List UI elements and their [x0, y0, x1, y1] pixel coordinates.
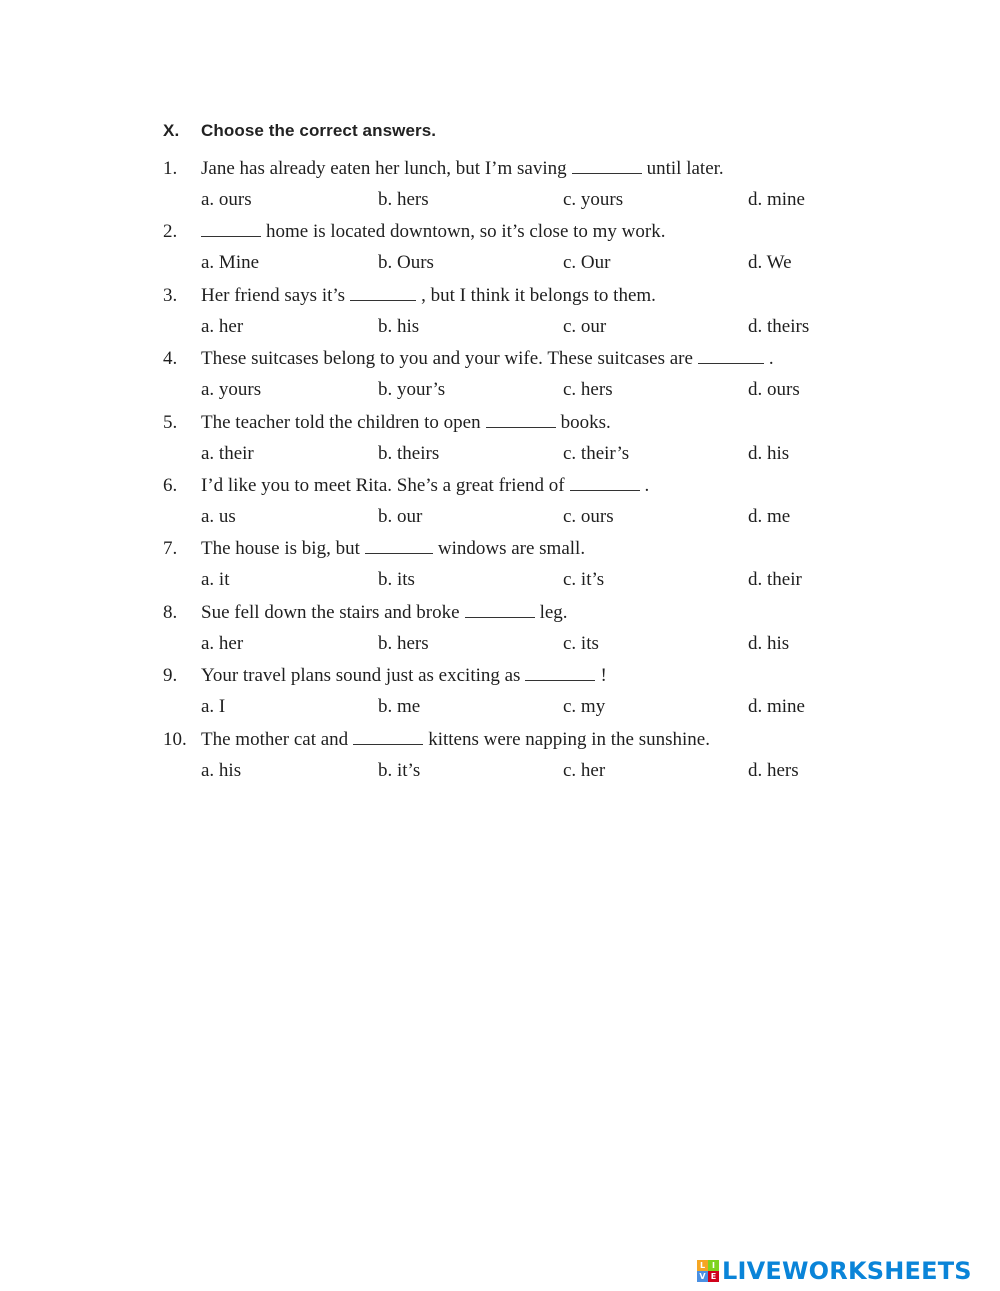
exercise-heading [163, 121, 436, 141]
answer-blank[interactable] [572, 159, 642, 174]
question-text-after-blank: ! [600, 665, 607, 687]
answer-option-b[interactable]: b. theirs [378, 442, 440, 464]
answer-option-d[interactable]: d. hers [748, 759, 799, 781]
logo-icon-tile: I [708, 1260, 719, 1271]
answer-blank[interactable] [525, 666, 595, 681]
answer-option-d[interactable]: d. his [748, 442, 790, 464]
answer-option-b[interactable]: b. your’s [378, 379, 446, 401]
answer-option-b[interactable]: b. Ours [378, 252, 434, 274]
logo-icon-tile: L [697, 1260, 708, 1271]
answer-option-d[interactable]: d. me [748, 506, 791, 527]
question-stem [201, 158, 724, 180]
question-number: 10. [163, 728, 187, 750]
answer-option-d[interactable]: d. ours [748, 379, 800, 401]
answer-option-a[interactable]: a. ours [201, 189, 252, 210]
question-text-before-blank: I’d like you to meet Rita. She’s a great friend of [201, 475, 565, 496]
question-number: 1. [163, 158, 178, 179]
question-number: 2. [163, 221, 178, 243]
question-stem [201, 665, 607, 687]
answer-option-d[interactable]: d. mine [748, 189, 805, 210]
answer-option-c[interactable]: c. its [563, 632, 599, 654]
question-number: 8. [163, 601, 178, 623]
answer-blank[interactable] [201, 222, 261, 237]
answer-option-a[interactable]: a. us [201, 506, 236, 527]
question-text-before-blank: Your travel plans sound just as exciting as [201, 665, 521, 687]
answer-blank[interactable] [365, 539, 433, 554]
logo-text: LIVEWORKSHEETS [722, 1257, 972, 1285]
question-number: 7. [163, 538, 178, 560]
question-text-after-blank: home is located downtown, so it’s close to my work. [266, 221, 666, 243]
logo-icon-tile: V [697, 1271, 708, 1282]
answer-option-a[interactable]: a. their [201, 442, 254, 464]
question-stem [201, 538, 585, 560]
question-text-after-blank: windows are small. [437, 538, 586, 560]
answer-option-d[interactable]: d. theirs [748, 315, 810, 337]
answer-option-c[interactable]: c. it’s [563, 569, 605, 591]
answer-option-c[interactable]: c. my [563, 696, 606, 718]
answer-option-d[interactable]: d. their [748, 569, 802, 591]
question-text-after-blank: kittens were napping in the sunshine. [428, 728, 710, 750]
question-text-before-blank: Sue fell down the stairs and broke [201, 601, 460, 623]
question-stem [201, 729, 710, 751]
answer-option-c[interactable]: c. our [563, 315, 607, 337]
question-text-before-blank: These suitcases belong to you and your wife. These suitcases are [201, 348, 693, 370]
answer-option-a[interactable]: a. her [201, 315, 244, 337]
answer-option-b[interactable]: b. his [378, 315, 420, 337]
answer-option-c[interactable]: c. her [563, 759, 606, 781]
answer-option-a[interactable]: a. her [201, 632, 244, 654]
question-text-after-blank: . [768, 348, 774, 370]
question-number: 6. [163, 475, 178, 496]
question-number: 3. [163, 284, 178, 306]
question-text-before-blank: Jane has already eaten her lunch, but I’m saving [201, 158, 567, 179]
answer-option-d[interactable]: d. his [748, 632, 790, 654]
question-stem [201, 221, 665, 243]
question-number: 5. [163, 411, 178, 433]
question-text-before-blank: The mother cat and [201, 728, 349, 750]
exercise-number: X. [163, 121, 180, 140]
liveworksheets-logo [697, 1256, 972, 1286]
answer-option-c[interactable]: c. their’s [563, 442, 630, 464]
answer-option-b[interactable]: b. hers [378, 632, 429, 654]
question-text-after-blank: until later. [646, 158, 724, 179]
answer-blank[interactable] [353, 730, 423, 745]
question-text-before-blank: Her friend says it’s [201, 284, 346, 306]
question-stem [201, 602, 568, 624]
answer-option-a[interactable]: a. Mine [201, 252, 260, 274]
answer-blank[interactable] [698, 349, 764, 364]
logo-icon-tile: E [708, 1271, 719, 1282]
answer-option-a[interactable]: a. yours [201, 379, 262, 401]
answer-option-c[interactable]: c. Our [563, 252, 611, 274]
answer-option-b[interactable]: b. me [378, 696, 421, 718]
answer-blank[interactable] [465, 603, 535, 618]
answer-option-b[interactable]: b. its [378, 569, 415, 591]
question-text-after-blank: leg. [539, 601, 568, 623]
answer-option-c[interactable]: c. ours [563, 506, 614, 527]
question-number: 9. [163, 665, 178, 687]
answer-blank[interactable] [486, 413, 556, 428]
answer-option-a[interactable]: a. it [201, 569, 230, 591]
question-text-after-blank: , but I think it belongs to them. [421, 284, 656, 306]
answer-option-d[interactable]: d. We [748, 252, 792, 274]
answer-blank[interactable] [570, 476, 640, 491]
question-stem [201, 412, 611, 434]
question-stem [201, 348, 774, 370]
question-text-after-blank: books. [560, 411, 611, 433]
answer-blank[interactable] [350, 286, 416, 301]
answer-option-a[interactable]: a. I [201, 696, 226, 718]
question-stem [201, 285, 656, 307]
question-text-before-blank: The house is big, but [201, 538, 360, 560]
question-text-before-blank: The teacher told the children to open [201, 411, 481, 433]
answer-option-d[interactable]: d. mine [748, 696, 805, 718]
question-stem [201, 475, 649, 497]
liveworksheets-logo-icon [697, 1260, 719, 1282]
answer-option-b[interactable]: b. hers [378, 189, 429, 210]
answer-option-a[interactable]: a. his [201, 759, 242, 781]
answer-option-b[interactable]: b. our [378, 506, 423, 527]
answer-option-c[interactable]: c. hers [563, 379, 613, 401]
answer-option-b[interactable]: b. it’s [378, 759, 421, 781]
exercise-instruction: Choose the correct answers. [201, 121, 437, 140]
answer-option-c[interactable]: c. yours [563, 189, 624, 210]
question-number: 4. [163, 348, 178, 370]
question-text-after-blank: . [644, 475, 650, 496]
